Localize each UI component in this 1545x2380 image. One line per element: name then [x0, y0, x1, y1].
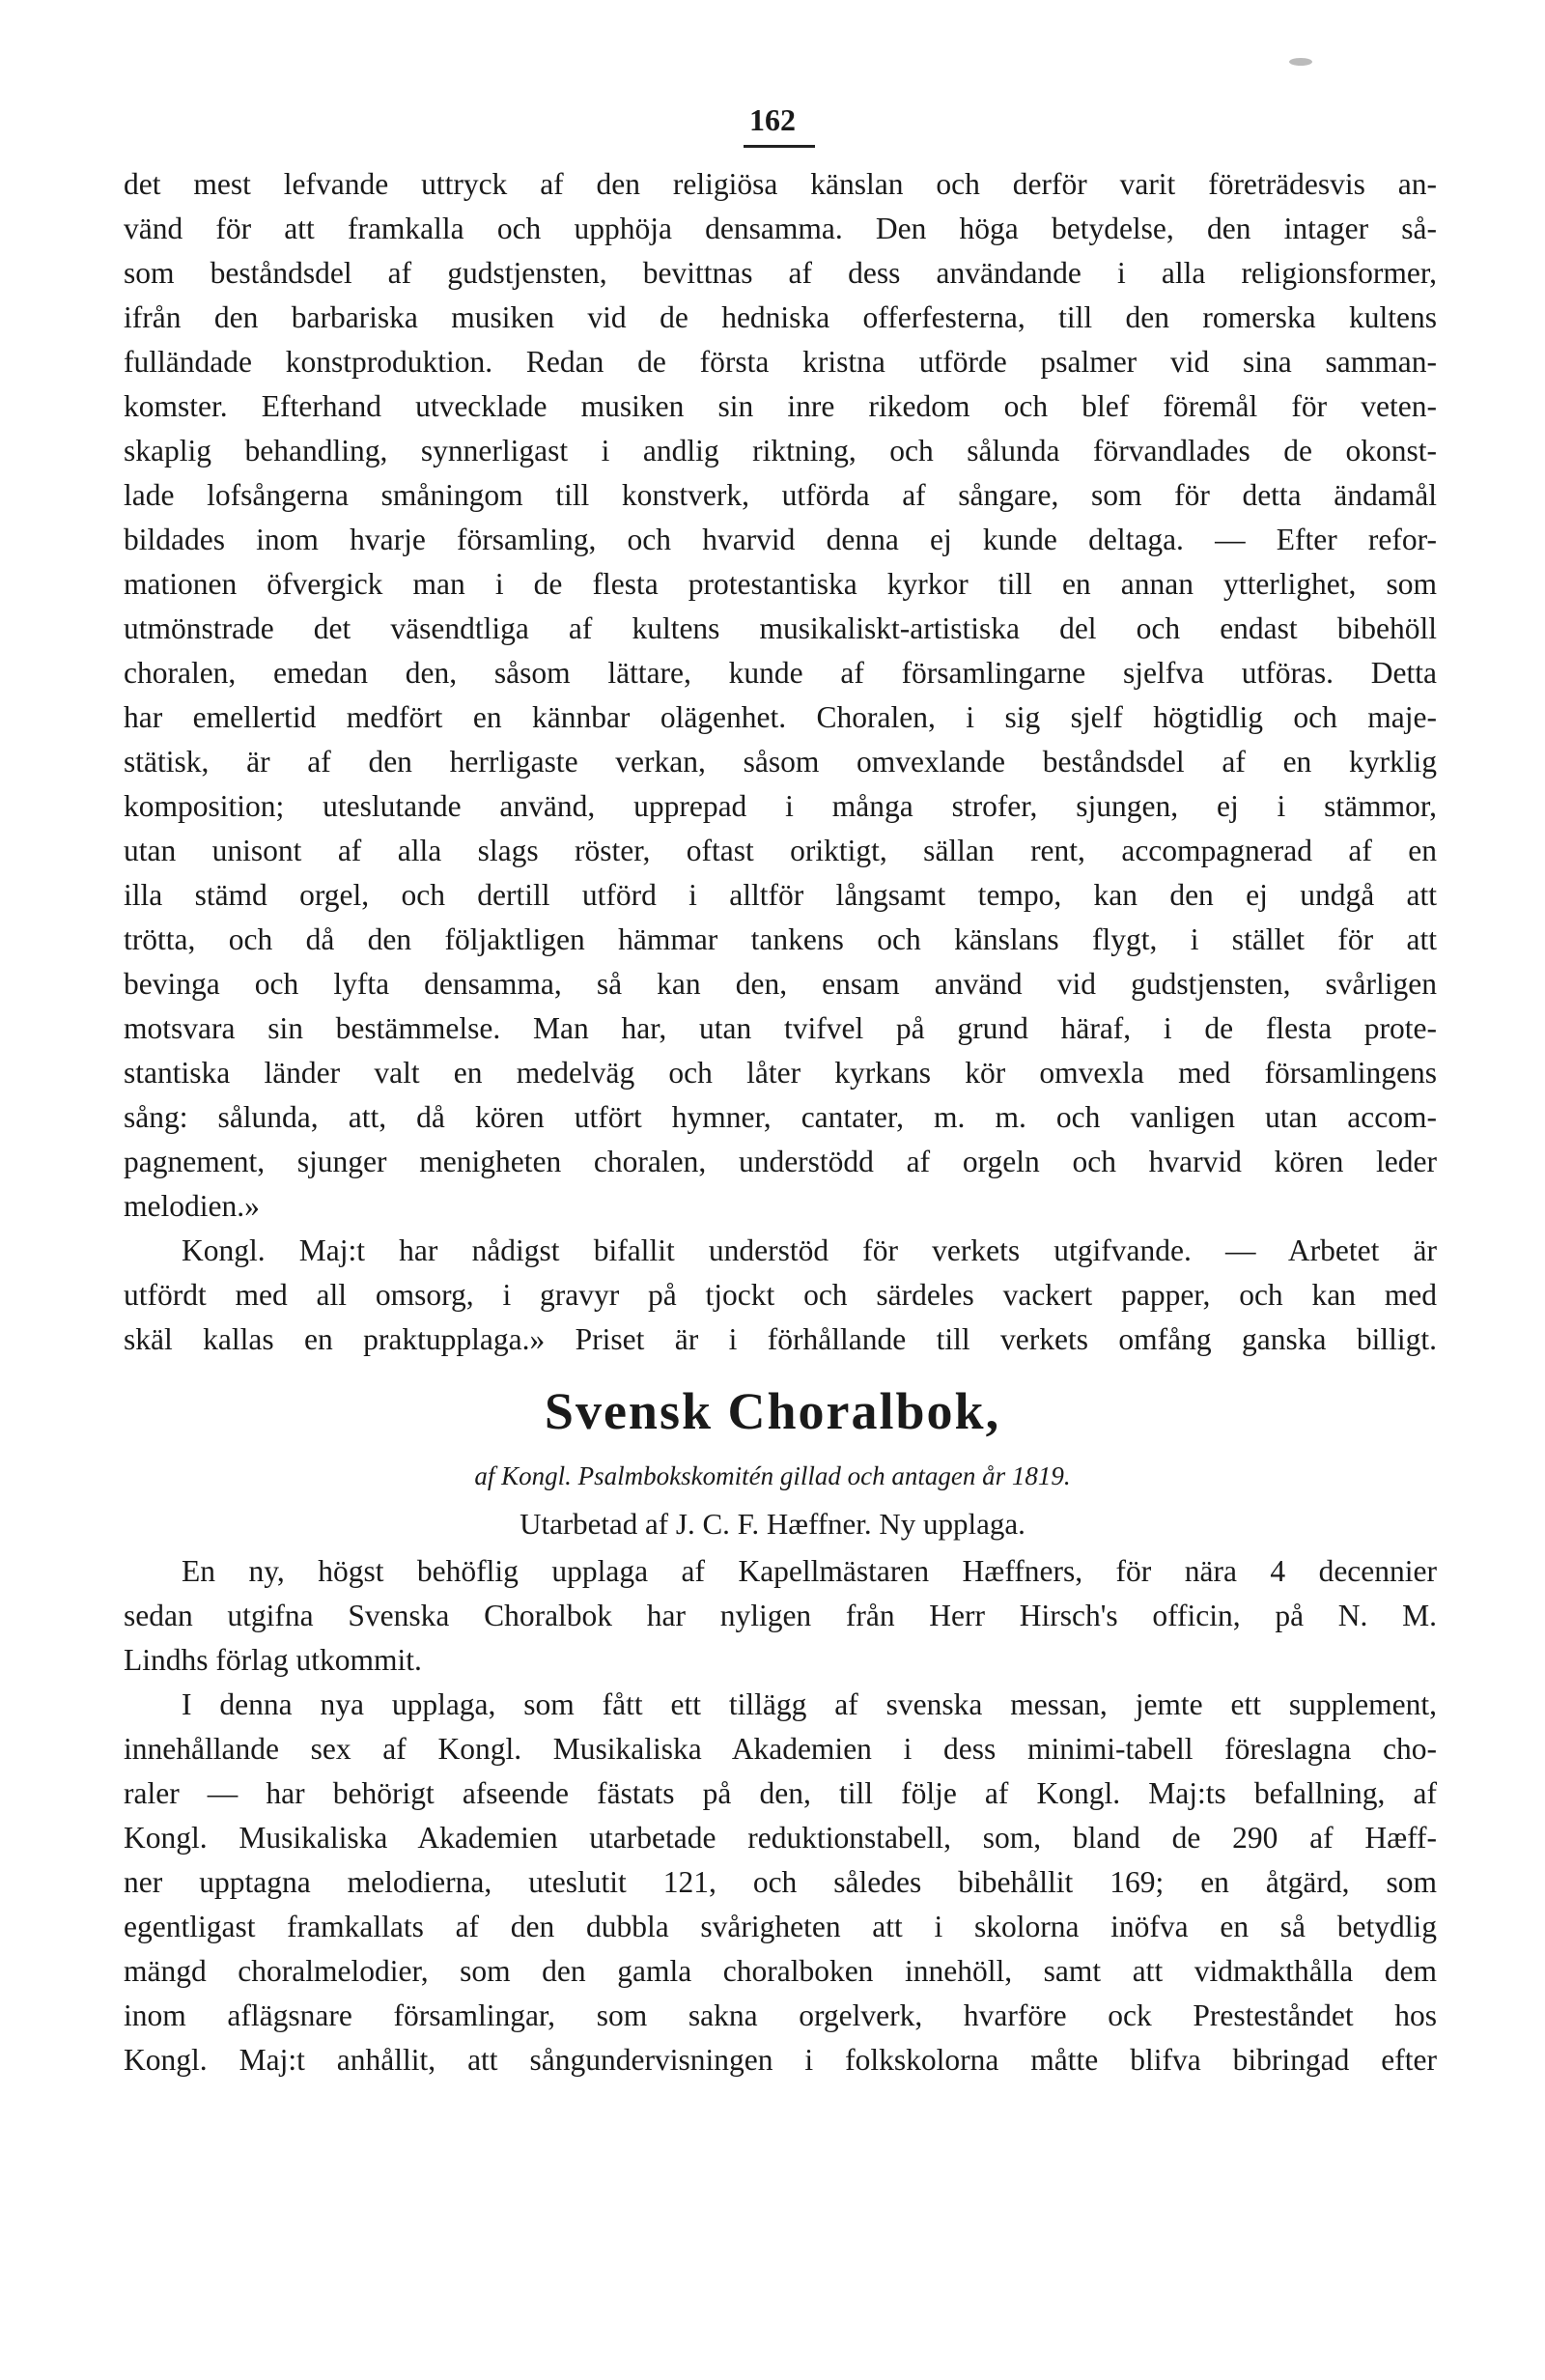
- text-line: Kongl. Musikaliska Akademien utarbetade reduktionstabell, som, bland de 290 af Hæff-: [124, 1821, 1437, 1855]
- text-line: raler — har behörigt afseende fästats på den, till följe af Kongl. Maj:ts befallning, af: [124, 1776, 1437, 1810]
- text-line: stantiska länder valt en medelväg och låter kyrkans kör omvexla med församlingens: [124, 1056, 1437, 1090]
- text-line: utfördt med all omsorg, i gravyr på tjockt och särdeles vackert papper, och kan med: [124, 1278, 1437, 1312]
- text-line: bevinga och lyfta densamma, så kan den, ensam använd vid gudstjensten, svårligen: [124, 967, 1437, 1001]
- text-line: choralen, emedan den, såsom lättare, kunde af församlingarne sjelfva utföras. Detta: [124, 656, 1437, 690]
- text-line: mationen öfvergick man i de flesta protestantiska kyrkor till en annan ytterlighet, som: [124, 567, 1437, 601]
- text-line: mängd choralmelodier, som den gamla choralboken innehöll, samt att vidmakthålla dem: [124, 1954, 1437, 1988]
- text-line: skäl kallas en praktupplaga.» Priset är i förhållande till verkets omfång ganska billigt.: [124, 1322, 1437, 1356]
- text-line: utan unisont af alla slags röster, oftast oriktigt, sällan rent, accompagnerad af en: [124, 834, 1437, 867]
- text-line: motsvara sin bestämmelse. Man har, utan tvifvel på grund häraf, i de flesta prote-: [124, 1011, 1437, 1045]
- text-line: komposition; uteslutande använd, upprepad i många strofer, sjungen, ej i stämmor,: [124, 789, 1437, 823]
- text-line: vänd för att framkalla och upphöja densamma. Den höga betydelse, den intager så-: [124, 212, 1437, 245]
- text-line: stätisk, är af den herrligaste verkan, såsom omvexlande beståndsdel af en kyrklig: [124, 745, 1437, 779]
- text-line: inom aflägsnare församlingar, som sakna orgelverk, hvarföre ock Presteståndet hos: [124, 1998, 1437, 2032]
- page-number: 162: [749, 102, 796, 137]
- section-heading: Svensk Choralbok,: [544, 1382, 1001, 1440]
- text-line: innehållande sex af Kongl. Musikaliska Akademien i dess minimi-tabell föreslagna cho-: [124, 1732, 1437, 1766]
- text-line: ifrån den barbariska musiken vid de hedniska offerfesterna, till den romerska kultens: [124, 300, 1437, 334]
- text-line: ner upptagna melodierna, uteslutit 121, och således bibehållit 169; en åtgärd, som: [124, 1865, 1437, 1899]
- text-line: komster. Efterhand utvecklade musiken sin inre rikedom och blef föremål för veten-: [124, 389, 1437, 423]
- text-line: fulländade konstproduktion. Redan de första kristna utförde psalmer vid sina samman-: [124, 345, 1437, 379]
- text-line: pagnement, sjunger menigheten choralen, understödd af orgeln och hvarvid kören leder: [124, 1145, 1437, 1178]
- text-line: skaplig behandling, synnerligast i andlig riktning, och sålunda förvandlades de okonst-: [124, 434, 1437, 468]
- text-line: det mest lefvande uttryck af den religiösa känslan och derför varit företrädesvis an-: [124, 167, 1437, 201]
- page-number-rule: [744, 145, 815, 148]
- text-line: som beståndsdel af gudstjensten, bevittnas af dess användande i alla religionsformer,: [124, 256, 1437, 290]
- scan-speck: [1289, 58, 1312, 66]
- text-line: egentligast framkallats af den dubbla svårigheten att i skolorna inöfva en så betydlig: [124, 1910, 1437, 1943]
- text-line: En ny, högst behöflig upplaga af Kapellmästaren Hæffners, för nära 4 decennier: [182, 1554, 1437, 1588]
- text-line: Lindhs förlag utkommit.: [124, 1643, 422, 1677]
- body-text: [124, 162, 1437, 1362]
- text-line: Kongl. Maj:t anhållit, att sångundervisningen i folkskolorna måtte blifva bibringad efter: [124, 2043, 1437, 2077]
- notice-text: [124, 1549, 1437, 2082]
- text-line: har emellertid medfört en kännbar olägenhet. Choralen, i sig sjelf högtidlig och maje-: [124, 700, 1437, 734]
- editor-line: Utarbetad af J. C. F. Hæffner. Ny upplaga.: [520, 1507, 1025, 1541]
- text-line: I denna nya upplaga, som fått ett tillägg af svenska messan, jemte ett supplement,: [182, 1687, 1437, 1721]
- section-subtitle: af Kongl. Psalmbokskomitén gillad och antagen år 1819.: [474, 1461, 1071, 1490]
- text-line: lade lofsångerna småningom till konstverk, utförda af sångare, som för detta ändamål: [124, 478, 1437, 512]
- text-line: illa stämd orgel, och dertill utförd i alltför långsamt tempo, kan den ej undgå att: [124, 878, 1437, 912]
- text-line: sedan utgifna Svenska Choralbok har nyligen från Herr Hirsch's officin, på N. M.: [124, 1599, 1437, 1632]
- text-line: melodien.»: [124, 1189, 260, 1223]
- text-line: Kongl. Maj:t har nådigst bifallit understöd för verkets utgifvande. — Arbetet är: [182, 1233, 1437, 1267]
- text-line: bildades inom hvarje församling, och hvarvid denna ej kunde deltaga. — Efter refor-: [124, 523, 1437, 556]
- text-line: trötta, och då den följaktligen hämmar tankens och känslans flygt, i stället för att: [124, 922, 1437, 956]
- text-line: sång: sålunda, att, då kören utfört hymner, cantater, m. m. och vanligen utan accom-: [124, 1100, 1437, 1134]
- text-line: utmönstrade det väsendtliga af kultens musikaliskt-artistiska del och endast bibehöll: [124, 611, 1437, 645]
